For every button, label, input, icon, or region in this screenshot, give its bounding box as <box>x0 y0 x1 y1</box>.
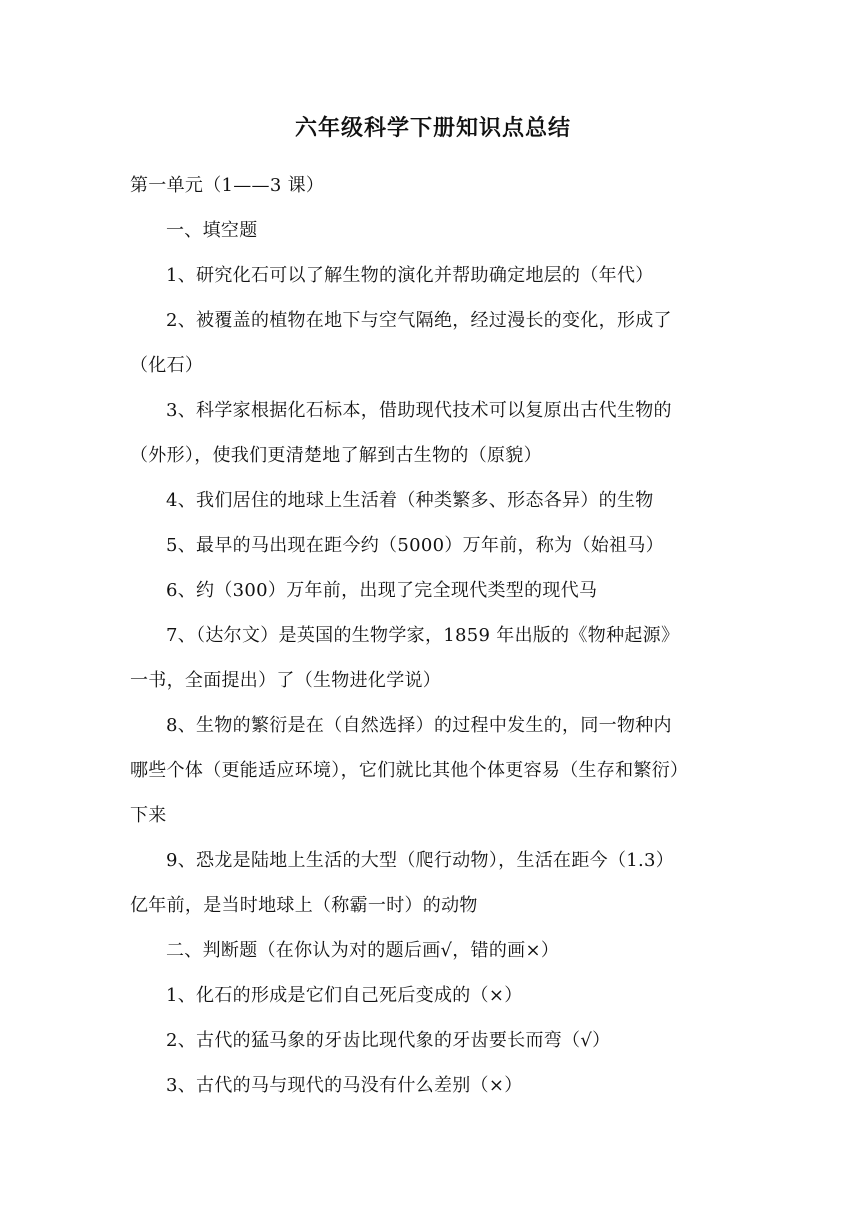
judge-question-1: 1、化石的形成是它们自己死后变成的（×） <box>166 985 523 1006</box>
fill-question-2-line-1: 2、被覆盖的植物在地下与空气隔绝，经过漫长的变化，形成了 <box>166 310 672 331</box>
fill-question-9-line-1: 9、恐龙是陆地上生活的大型（爬行动物），生活在距今（1.3） <box>166 850 675 871</box>
fill-question-1: 1、研究化石可以了解生物的演化并帮助确定地层的（年代） <box>166 265 654 286</box>
fill-question-8-line-1: 8、生物的繁衍是在（自然选择）的过程中发生的，同一物种内 <box>166 715 672 736</box>
fill-question-6: 6、约（300）万年前，出现了完全现代类型的现代马 <box>166 580 598 601</box>
judge-question-2: 2、古代的猛马象的牙齿比现代象的牙齿要长而弯（√） <box>166 1030 611 1051</box>
fill-question-list <box>130 253 736 928</box>
fill-question-7-line-1: 7、（达尔文）是英国的生物学家，1859 年出版的《物种起源》 <box>166 625 680 646</box>
fill-question-3-line-1: 3、科学家根据化石标本，借助现代技术可以复原出古代生物的 <box>166 400 672 421</box>
judge-question-3: 3、古代的马与现代的马没有什么差别（×） <box>166 1075 523 1096</box>
fill-question-8-line-3: 下来 <box>130 805 167 826</box>
unit-heading: 第一单元（1——3 课） <box>130 175 325 196</box>
fill-question-9-line-2: 亿年前，是当时地球上（称霸一时）的动物 <box>130 895 478 916</box>
section-judge-heading: 二、判断题（在你认为对的题后画√，错的画×） <box>166 940 560 961</box>
fill-question-8-line-2: 哪些个体（更能适应环境），它们就比其他个体更容易（生存和繁衍） <box>130 760 689 781</box>
fill-question-2-line-2: （化石） <box>130 355 204 376</box>
fill-question-3-line-2: （外形），使我们更清楚地了解到古生物的（原貌） <box>130 445 542 466</box>
judge-question-list <box>130 973 736 1108</box>
fill-question-4: 4、我们居住的地球上生活着（种类繁多、形态各异）的生物 <box>166 490 654 511</box>
document-title: 六年级科学下册知识点总结 <box>294 115 571 141</box>
fill-question-5: 5、最早的马出现在距今约（5000）万年前，称为（始祖马） <box>166 535 664 556</box>
section-fill-heading: 一、填空题 <box>166 220 258 241</box>
fill-question-7-line-2: 一书，全面提出）了（生物进化学说） <box>130 670 442 691</box>
